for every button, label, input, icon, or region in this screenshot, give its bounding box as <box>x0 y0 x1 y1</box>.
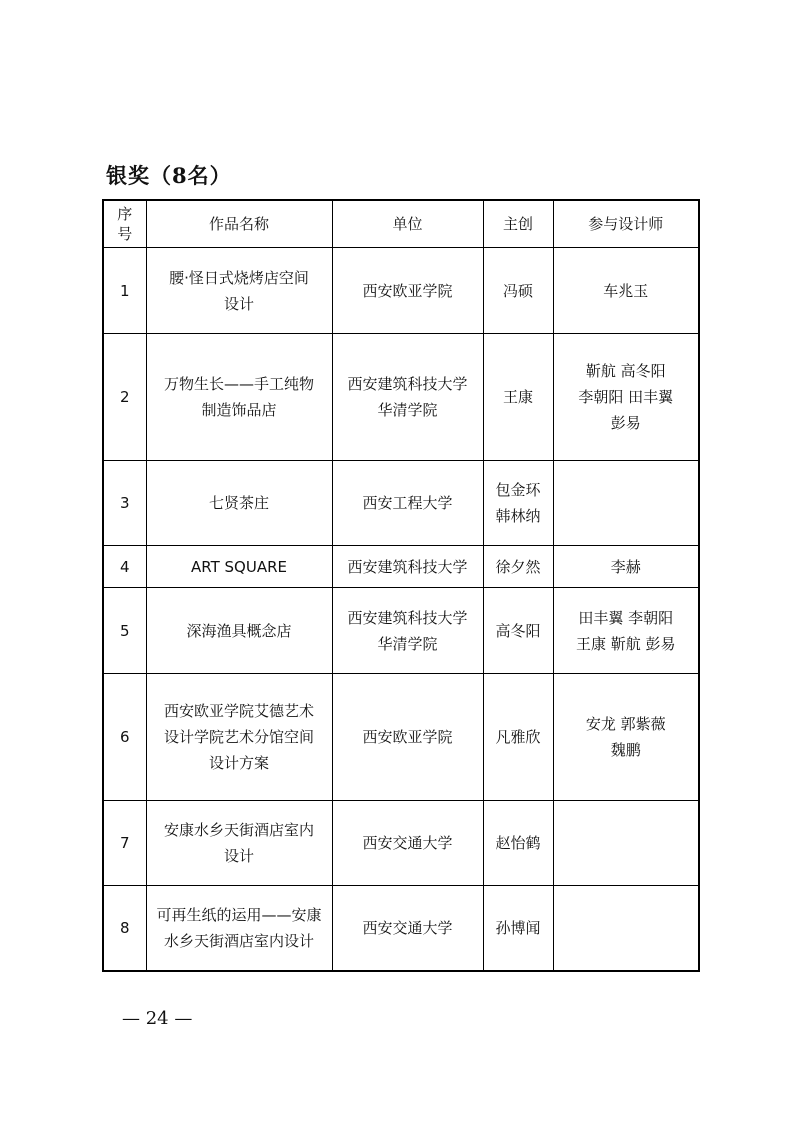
silver-award-table <box>102 199 700 972</box>
cell-seq: 5 <box>103 588 146 674</box>
table-row <box>103 886 699 971</box>
cell-designers: 李赫 <box>553 546 699 588</box>
header-work: 作品名称 <box>146 200 332 248</box>
cell-seq: 8 <box>103 886 146 971</box>
cell-designers: 车兆玉 <box>553 248 699 334</box>
cell-lead: 徐夕然 <box>483 546 553 588</box>
cell-lead: 赵怡鹤 <box>483 801 553 886</box>
cell-work: 西安欧亚学院艾德艺术 设计学院艺术分馆空间 设计方案 <box>146 674 332 801</box>
cell-unit: 西安建筑科技大学 华清学院 <box>332 334 483 461</box>
cell-work: 可再生纸的运用——安康 水乡天街酒店室内设计 <box>146 886 332 971</box>
cell-lead: 孙博闻 <box>483 886 553 971</box>
cell-work: 安康水乡天街酒店室内 设计 <box>146 801 332 886</box>
cell-designers <box>553 461 699 546</box>
table-row <box>103 248 699 334</box>
cell-seq: 7 <box>103 801 146 886</box>
table-row <box>103 334 699 461</box>
cell-unit: 西安建筑科技大学 <box>332 546 483 588</box>
cell-seq: 6 <box>103 674 146 801</box>
header-unit: 单位 <box>332 200 483 248</box>
section-title: 银奖（8名） <box>106 163 232 188</box>
cell-unit: 西安交通大学 <box>332 886 483 971</box>
cell-unit: 西安欧亚学院 <box>332 248 483 334</box>
page-number: — 24 — <box>122 1008 193 1029</box>
cell-work: 深海渔具概念店 <box>146 588 332 674</box>
cell-unit: 西安交通大学 <box>332 801 483 886</box>
cell-unit: 西安建筑科技大学 华清学院 <box>332 588 483 674</box>
header-seq: 序 号 <box>103 200 146 248</box>
cell-work: ART SQUARE <box>146 546 332 588</box>
table-row <box>103 674 699 801</box>
cell-seq: 1 <box>103 248 146 334</box>
cell-unit: 西安欧亚学院 <box>332 674 483 801</box>
cell-lead: 王康 <box>483 334 553 461</box>
header-lead: 主创 <box>483 200 553 248</box>
cell-work: 万物生长——手工纯物 制造饰品店 <box>146 334 332 461</box>
cell-work: 腰·怪日式烧烤店空间 设计 <box>146 248 332 334</box>
cell-designers <box>553 886 699 971</box>
cell-lead: 高冬阳 <box>483 588 553 674</box>
table-header-row <box>103 200 699 248</box>
cell-seq: 4 <box>103 546 146 588</box>
header-designers: 参与设计师 <box>553 200 699 248</box>
table-row <box>103 546 699 588</box>
cell-unit: 西安工程大学 <box>332 461 483 546</box>
cell-lead: 包金环 韩林纳 <box>483 461 553 546</box>
cell-seq: 2 <box>103 334 146 461</box>
cell-work: 七贤茶庄 <box>146 461 332 546</box>
cell-lead: 冯硕 <box>483 248 553 334</box>
table-row <box>103 588 699 674</box>
cell-designers: 田丰翼 李朝阳 王康 靳航 彭易 <box>553 588 699 674</box>
table-row <box>103 461 699 546</box>
cell-designers: 靳航 高冬阳 李朝阳 田丰翼 彭易 <box>553 334 699 461</box>
cell-designers <box>553 801 699 886</box>
cell-designers: 安龙 郭紫薇 魏鹏 <box>553 674 699 801</box>
cell-lead: 凡雅欣 <box>483 674 553 801</box>
table-row <box>103 801 699 886</box>
cell-seq: 3 <box>103 461 146 546</box>
